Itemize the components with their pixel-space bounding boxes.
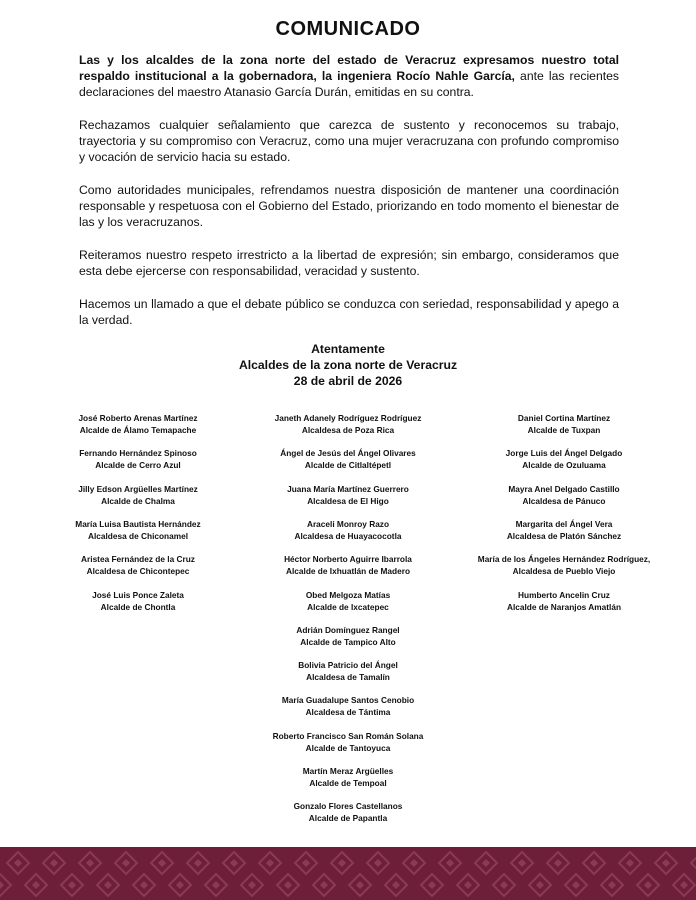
signatory-right <box>444 483 684 507</box>
signatory-role: Alcalde de Papantla <box>308 813 388 824</box>
footer-diamond-core <box>338 859 346 867</box>
footer-diamond-core <box>482 859 490 867</box>
footer-diamond-core <box>158 859 166 867</box>
signatory-role: Alcaldesa de Chiconamel <box>87 530 189 541</box>
signatory-center <box>228 447 468 471</box>
footer-diamond-core <box>248 881 256 889</box>
signatory-role: Alcalde de Tempoal <box>309 778 387 788</box>
signatory-name: Roberto Francisco San Román Solana <box>272 730 424 741</box>
footer-diamond-core <box>284 881 292 889</box>
signatory-role: Alcalde de Álamo Temapache <box>79 425 197 435</box>
signatory-role: Alcaldesa de Tamalín <box>306 672 390 683</box>
footer-diamond-core <box>680 881 688 889</box>
signatory-role: Alcaldesa de Platón Sánchez <box>506 530 622 541</box>
paragraph-5: Hacemos un llamado a que el debate público se conduzca con seriedad, responsabilidad y apego a la verdad. <box>79 297 619 327</box>
footer-diamond-core <box>266 859 274 867</box>
signatory-role: Alcalde de Chontla <box>100 601 176 612</box>
signatory-left <box>18 412 258 436</box>
signatory-center <box>228 659 468 683</box>
footer-diamond-core <box>464 881 472 889</box>
footer-diamond-core <box>608 881 616 889</box>
footer-diamond <box>691 852 696 874</box>
footer-diamond-core <box>194 859 202 867</box>
footer-pattern <box>0 847 696 900</box>
footer-diamond-core <box>536 881 544 889</box>
footer-diamond-core <box>50 859 58 867</box>
footer-diamond-core <box>14 859 22 867</box>
footer-diamond-core <box>0 881 4 889</box>
signatory-role: Alcaldesa de El Higo <box>307 495 389 506</box>
signatory-name: Janeth Adanely Rodríguez Rodríguez <box>274 413 422 423</box>
signatory-left <box>18 589 258 613</box>
closing-block <box>0 341 696 389</box>
signatory-role: Alcalde de Ozuluama <box>522 460 606 471</box>
document-body <box>79 52 619 345</box>
signatory-right <box>444 412 684 436</box>
paragraph-1-bold: Las y los alcaldes de la zona norte del estado de Veracruz expresamos nuestro total respaldo institucional a la gobernadora, la ingeniera Rocío Nahle García, <box>79 53 619 83</box>
signatory-left <box>18 553 258 577</box>
footer-diamond-core <box>626 859 634 867</box>
footer-diamond-core <box>86 859 94 867</box>
signatory-left <box>18 447 258 471</box>
footer-diamond-core <box>32 881 40 889</box>
signatory-center <box>228 800 468 824</box>
signatory-name: Obed Melgoza Matías <box>305 589 391 600</box>
signatory-role: Alcalde de Ixhuatlán de Madero <box>285 566 411 577</box>
footer-diamond-core <box>104 881 112 889</box>
closing-date: 28 de abril de 2026 <box>293 374 403 388</box>
signatory-name: Margarita del Ángel Vera <box>515 518 613 529</box>
signatory-name: Martín Meraz Argüelles <box>302 766 394 776</box>
signatory-name: María Guadalupe Santos Cenobio <box>281 695 415 706</box>
signatory-center <box>228 765 468 789</box>
signatory-name: Jorge Luis del Ángel Delgado <box>505 448 623 459</box>
signatory-name: Mayra Anel Delgado Castillo <box>508 483 620 494</box>
signatory-role: Alcalde de Chalma <box>101 495 175 506</box>
signatory-role: Alcaldesa de Pueblo Viejo <box>512 566 616 577</box>
signatory-role: Alcalde de Ixcatepec <box>307 601 389 612</box>
closing-salutation: Atentamente <box>311 342 385 356</box>
footer-diamond-core <box>176 881 184 889</box>
footer-diamond-core <box>302 859 310 867</box>
signatory-center <box>228 694 468 718</box>
signatory-role: Alcalde de Citlaltépetl <box>304 460 392 471</box>
signatory-name: Jilly Edson Argüelles Martínez <box>78 483 198 494</box>
footer-diamond-core <box>392 881 400 889</box>
signatory-role: Alcaldesa de Poza Rica <box>301 425 395 435</box>
signatory-name: María de los Ángeles Hernández Rodríguez, <box>477 554 651 565</box>
signatory-center <box>228 553 468 577</box>
footer-diamond-core <box>320 881 328 889</box>
signatory-name: Fernando Hernández Spinoso <box>79 448 197 459</box>
signatory-role: Alcalde de Cerro Azul <box>95 460 181 471</box>
signatory-name: Adrián Domínguez Rangel <box>296 624 400 635</box>
signatory-name: José Roberto Arenas Martínez <box>78 413 198 423</box>
footer-diamond-core <box>356 881 364 889</box>
closing-signers: Alcaldes de la zona norte de Veracruz <box>238 358 458 372</box>
paragraph-2: Rechazamos cualquier señalamiento que carezca de sustento y reconocemos su trabajo, trayectoria y su compromiso con Veracruz, como una mujer veracruzana con profundo compromiso y vocación de servicio hacia su estado. <box>79 118 619 164</box>
footer-diamond-core <box>374 859 382 867</box>
footer-diamond-core <box>410 859 418 867</box>
footer-diamond-core <box>500 881 508 889</box>
signatory-name: Aristea Fernández de la Cruz <box>81 554 195 565</box>
footer-diamond-core <box>230 859 238 867</box>
signatory-role: Alcaldesa de Chicontepec <box>86 566 190 577</box>
signatory-name: Héctor Norberto Aguirre Ibarrola <box>284 554 412 565</box>
signatory-role: Alcalde de Naranjos Amatlán <box>506 601 622 612</box>
footer-diamond-core <box>572 881 580 889</box>
signatory-right <box>444 518 684 542</box>
signatory-role: Alcaldesa de Huayacocotla <box>294 530 402 541</box>
signatory-center <box>228 589 468 613</box>
signatory-name: Gonzalo Flores Castellanos <box>293 801 403 812</box>
footer-diamond-core <box>68 881 76 889</box>
signatory-name: Bolivia Patricio del Ángel <box>298 660 398 671</box>
footer-diamond-core <box>662 859 670 867</box>
signatory-role: Alcalde de Tantoyuca <box>305 742 391 753</box>
signatory-right <box>444 589 684 613</box>
signatory-name: Araceli Monroy Razo <box>306 518 390 529</box>
paragraph-1-rest: ante las recientes declaraciones del maestro Atanasio García Durán, emitidas en su contra. <box>79 69 619 99</box>
signatory-name: Humberto Ancelin Cruz <box>518 589 610 600</box>
signatory-center <box>228 412 468 436</box>
paragraph-3: Como autoridades municipales, refrendamos nuestra disposición de mantener una coordinación responsable y respetuosa con el Gobierno del Estado, priorizando en todo momento el bienestar de las y los veracruzanos. <box>79 183 619 229</box>
signatory-left <box>18 518 258 542</box>
signatory-name: José Luis Ponce Zaleta <box>92 589 184 600</box>
paragraph-1 <box>79 52 619 100</box>
footer-diamond-core <box>212 881 220 889</box>
signatory-name: Juana María Martínez Guerrero <box>287 483 409 494</box>
signatory-name: Ángel de Jesús del Ángel Olivares <box>280 448 416 459</box>
signatory-name: María Luisa Bautista Hernández <box>75 518 201 529</box>
signatory-role: Alcaldesa de Pánuco <box>522 495 606 506</box>
signatory-center <box>228 730 468 754</box>
footer-diamond-core <box>140 881 148 889</box>
footer-diamond-core <box>644 881 652 889</box>
signatory-role: Alcaldesa de Tántima <box>305 707 391 718</box>
footer-diamond-core <box>554 859 562 867</box>
footer-diamond-core <box>428 881 436 889</box>
footer-diamond-core <box>518 859 526 867</box>
signatory-role: Alcalde de Tampico Alto <box>300 636 396 647</box>
signatory-center <box>228 483 468 507</box>
footer-band <box>0 847 696 900</box>
signatory-role: Alcalde de Tuxpan <box>527 425 601 435</box>
signatory-right <box>444 447 684 471</box>
signatory-left <box>18 483 258 507</box>
paragraph-4: Reiteramos nuestro respeto irrestricto a la libertad de expresión; sin embargo, consideramos que esta debe ejercerse con responsabilidad, veracidad y sustento. <box>79 248 619 278</box>
footer-diamond-core <box>446 859 454 867</box>
signatory-right <box>444 553 684 577</box>
signatory-center <box>228 624 468 648</box>
footer-diamond-core <box>590 859 598 867</box>
document-title: COMUNICADO <box>275 18 421 40</box>
signatory-name: Daniel Cortina Martínez <box>517 413 611 423</box>
signatory-center <box>228 518 468 542</box>
footer-diamond-core <box>122 859 130 867</box>
